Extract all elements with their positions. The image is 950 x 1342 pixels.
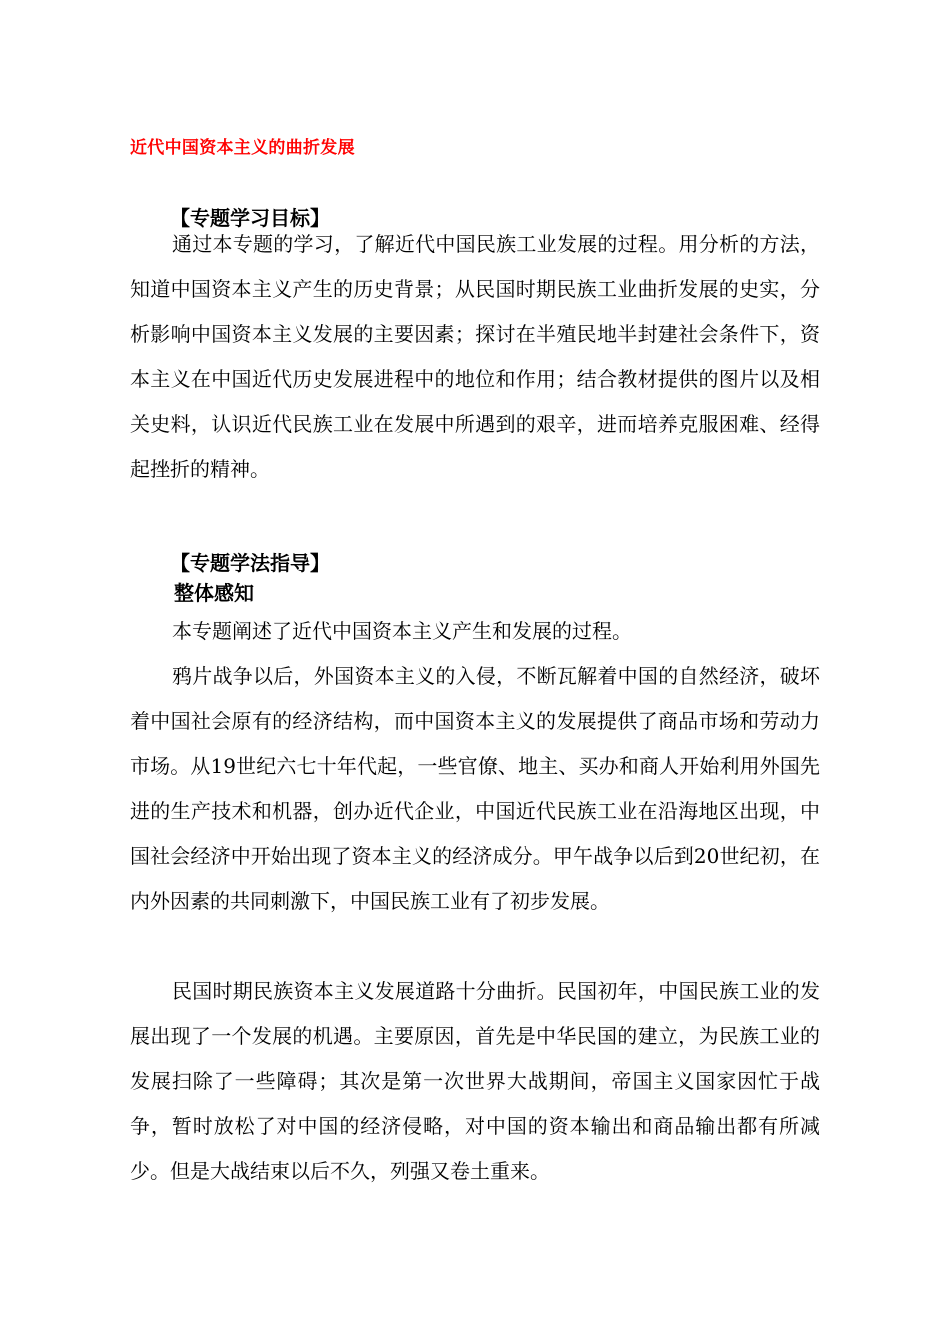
document-title: 近代中国资本主义的曲折发展: [130, 138, 355, 158]
paragraph-learning-goals: 通过本专题的学习，了解近代中国民族工业发展的过程。用分析的方法，知道中国资本主义产生的历史背景；从民国时期民族工业曲折发展的史实，分析影响中国资本主义发展的主要因素；探讨在半殖民地半封建社会条件下，资本主义在中国近代历史发展进程中的地位和作用；结合教材提供的图片以及相关史料，认识近代民族工业在发展中所遇到的艰辛，进而培养克服困难、经得起挫折的精神。: [130, 232, 820, 481]
paragraph-overview-intro: 本专题阐述了近代中国资本主义产生和发展的过程。: [172, 619, 632, 643]
paragraph-overview-republic: 民国时期民族资本主义发展道路十分曲折。民国初年，中国民族工业的发展出现了一个发展的机遇。主要原因，首先是中华民国的建立，为民族工业的发展扫除了一些障碍；其次是第一次世界大战期间，帝国主义国家因忙于战争，暂时放松了对中国的经济侵略，对中国的资本输出和商品输出都有所减少。但是大战结束以后不久，列强又卷土重来。: [130, 979, 820, 1183]
sub-heading-overview: 整体感知: [174, 581, 254, 605]
paragraph-overview-background: 鸦片战争以后，外国资本主义的入侵，不断瓦解着中国的自然经济，破坏着中国社会原有的经济结构，而中国资本主义的发展提供了商品市场和劳动力市场。从19世纪六七十年代起，一些官僚、地主、买办和商人开始利用外国先进的生产技术和机器，创办近代企业，中国近代民族工业在沿海地区出现，中国社会经济中开始出现了资本主义的经济成分。甲午战争以后到20世纪初，在内外因素的共同刺激下，中国民族工业有了初步发展。: [130, 664, 820, 913]
section-heading-study-guide: 【专题学法指导】: [170, 551, 330, 575]
section-heading-learning-goals: 【专题学习目标】: [170, 206, 330, 230]
